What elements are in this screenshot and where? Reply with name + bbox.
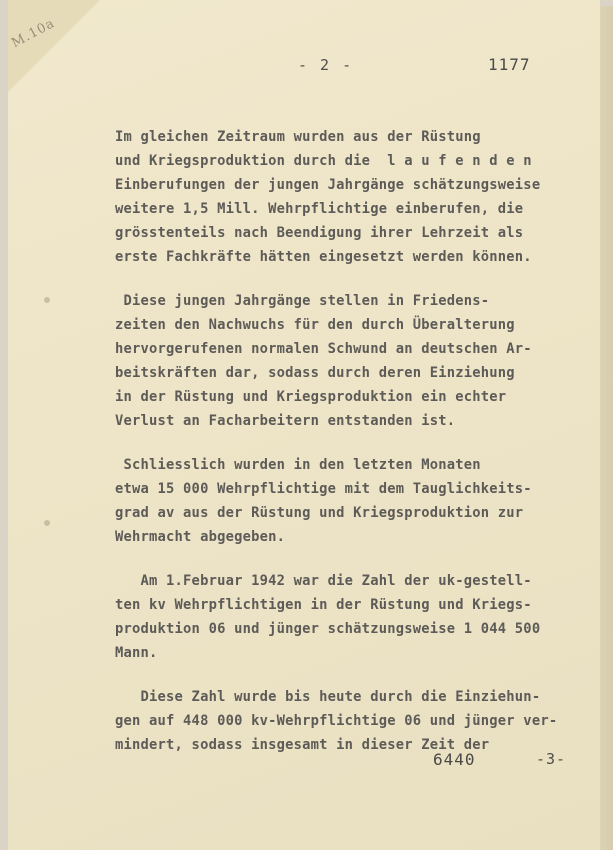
text-line: Verlust an Facharbeitern entstanden ist.	[115, 413, 456, 429]
text-line: beitskräften dar, sodass durch deren Einziehung	[115, 365, 515, 381]
footer-stamp-number: 6440	[433, 750, 476, 769]
text-line: etwa 15 000 Wehrpflichtige mit dem Tauglichkeits-	[115, 481, 532, 497]
next-page-marker: -3-	[536, 750, 567, 768]
corner-handwritten-note: M.10a	[9, 15, 58, 52]
punch-hole-lower	[44, 520, 50, 526]
text-line: produktion 06 und jünger schätzungsweise 1 044 500	[115, 621, 541, 637]
paragraph	[115, 453, 585, 549]
document-page	[8, 0, 600, 850]
text-line: Im gleichen Zeitraum wurden aus der Rüstung	[115, 129, 481, 145]
text-line: gen auf 448 000 kv-Wehrpflichtige 06 und jünger ver-	[115, 713, 558, 729]
text-line: erste Fachkräfte hätten eingesetzt werden können.	[115, 249, 532, 265]
text-line: Einberufungen der jungen Jahrgänge schätzungsweise	[115, 177, 541, 193]
text-line: Diese jungen Jahrgänge stellen in Friedens-	[115, 293, 490, 309]
text-line: in der Rüstung und Kriegsproduktion ein echter	[115, 389, 507, 405]
text-line: weitere 1,5 Mill. Wehrpflichtige einberufen, die	[115, 201, 524, 217]
text-line: Schliesslich wurden in den letzten Monaten	[115, 457, 481, 473]
document-number: 1177	[488, 55, 531, 74]
paragraph	[115, 289, 585, 433]
text-line: hervorgerufenen normalen Schwund an deutschen Ar-	[115, 341, 532, 357]
text-line: grad av aus der Rüstung und Kriegsproduktion zur	[115, 505, 524, 521]
text-line: ten kv Wehrpflichtigen in der Rüstung und Kriegs-	[115, 597, 532, 613]
text-line: Am 1.Februar 1942 war die Zahl der uk-gestell-	[115, 573, 532, 589]
paragraph	[115, 125, 585, 269]
paragraph	[115, 685, 585, 757]
text-line: Diese Zahl wurde bis heute durch die Einziehun-	[115, 689, 541, 705]
text-line: zeiten den Nachwuchs für den durch Überalterung	[115, 317, 515, 333]
page-marker: - 2 -	[298, 56, 354, 74]
text-line: Wehrmacht abgegeben.	[115, 529, 286, 545]
paragraph	[115, 569, 585, 665]
text-line: grösstenteils nach Beendigung ihrer Lehrzeit als	[115, 225, 524, 241]
body-text	[115, 125, 585, 777]
punch-hole-upper	[44, 297, 50, 303]
text-line: und Kriegsproduktion durch die l a u f e n d e n	[115, 153, 532, 169]
text-line: Mann.	[115, 645, 158, 661]
text-line: mindert, sodass insgesamt in dieser Zeit der	[115, 737, 490, 753]
